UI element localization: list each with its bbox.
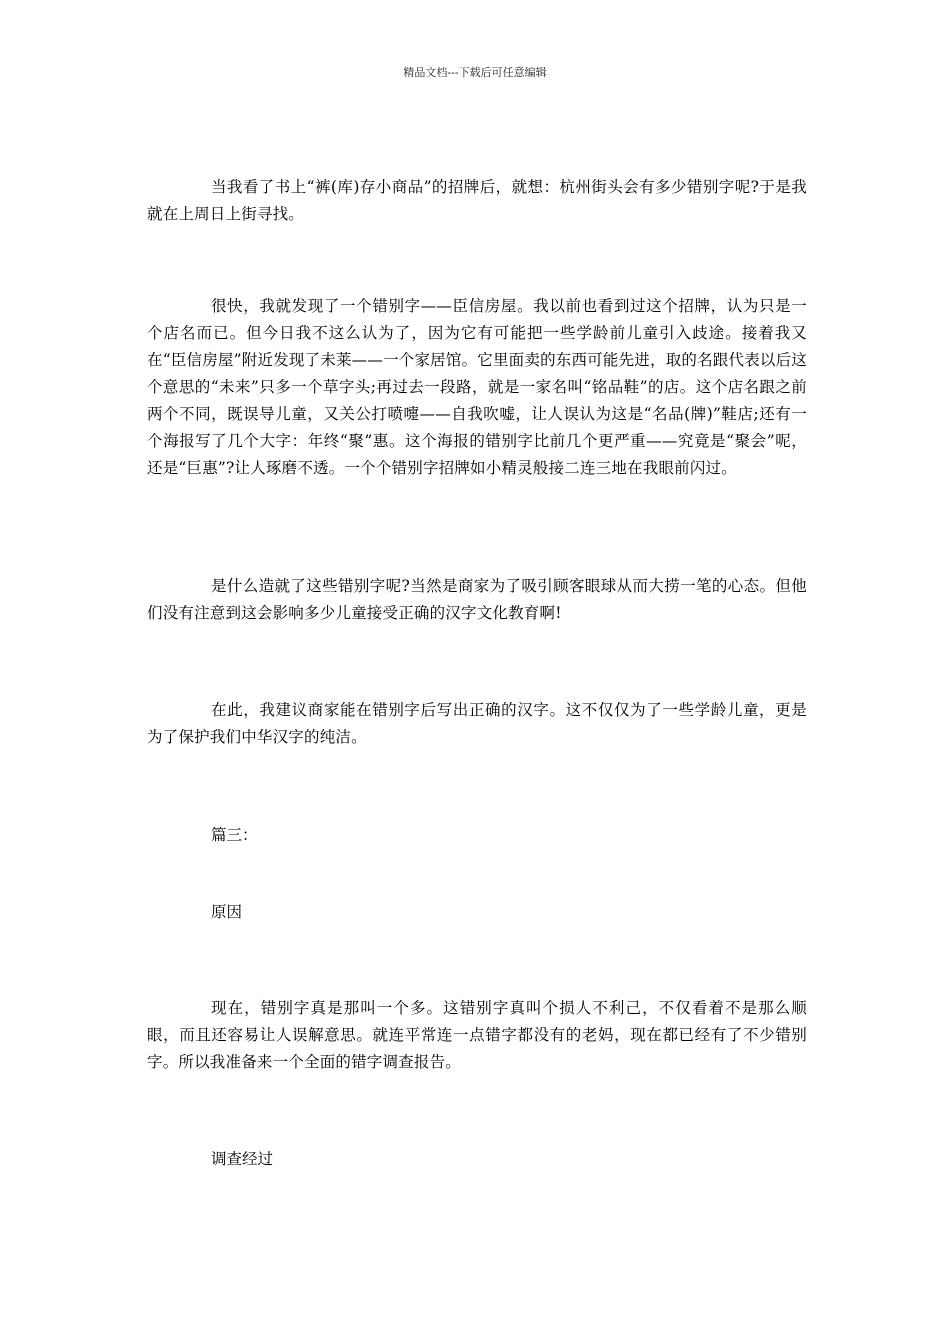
page-header: 精品文档---下载后可任意编辑 — [403, 66, 547, 79]
paragraph-found-typos: 很快，我就发现了一个错别字——臣信房屋。我以前也看到过这个招牌，认为只是一个店名而已。但今日我不这么认为了，因为它有可能把一些学龄前儿童引入歧途。接着我又在“臣信房屋”附近发现了未莱——一个家居馆。它里面卖的东西可能先进，取的名跟代表以后这个意思的“未来”只多一个草字头;再过去一段路，就是一家名叫“铭品鞋”的店。这个店名跟之前两个不同，既误导儿童，又关公打喷嚏——自我吹嘘，让人误认为这是“名品(牌)”鞋店;还有一个海报写了几个大字：年终“聚”惠。这个海报的错别字比前几个更严重——究竟是“聚会”呢，还是“巨惠”?让人琢磨不透。一个个错别字招牌如小精灵般接二连三地在我眼前闪过。 — [147, 297, 807, 477]
paragraph-reason-body: 现在，错别字真是那叫一个多。这错别字真叫个损人不利己，不仅看着不是那么顺眼，而且还容易让人误解意思。就连平常连一点错字都没有的老妈，现在都已经有了不少错别字。所以我准备来一个全面的错字调查报告。 — [147, 999, 807, 1071]
paragraph-cause: 是什么造就了这些错别字呢?当然是商家为了吸引顾客眼球从而大捞一笔的心态。但他们没有注意到这会影响多少儿童接受正确的汉字文化教育啊! — [147, 577, 807, 622]
paragraph-signboard-intro: 当我看了书上“裤(库)存小商品”的招牌后，就想：杭州街头会有多少错别字呢?于是我就在上周日上街寻找。 — [147, 178, 807, 223]
paragraph-suggestion: 在此，我建议商家能在错别字后写出正确的汉字。这不仅仅为了一些学龄儿童，更是为了保护我们中华汉字的纯洁。 — [147, 701, 807, 746]
section-heading-part-three: 篇三： — [211, 826, 258, 844]
section-heading-reason: 原因 — [211, 903, 243, 921]
section-heading-investigation: 调查经过 — [211, 1150, 274, 1168]
